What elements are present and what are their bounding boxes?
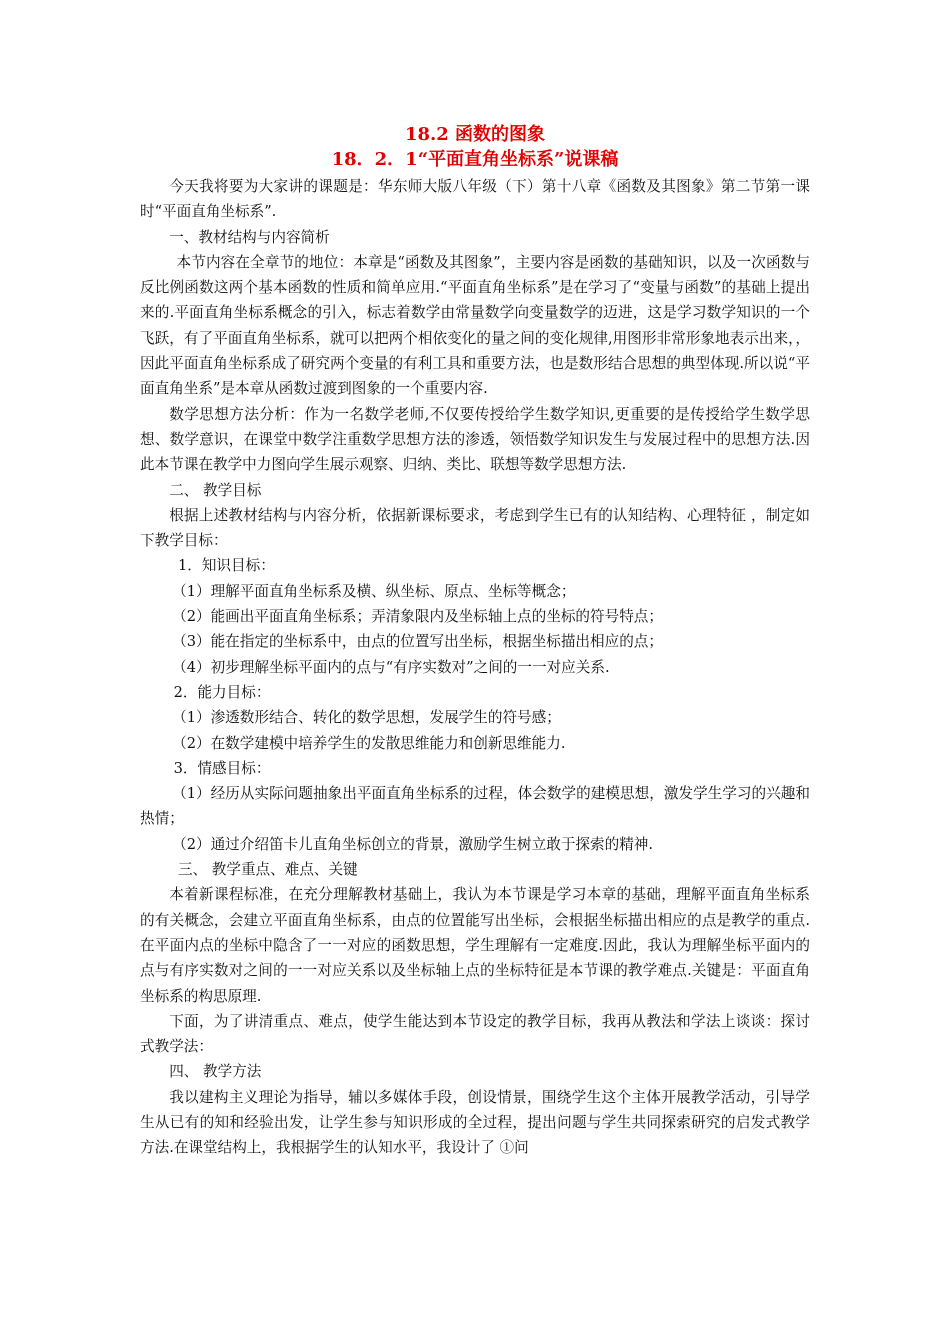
section-title: 18.2 函数的图象	[404, 124, 546, 145]
intro-paragraph: 今天我将要为大家讲的课题是：华东师大版八年级（下）第十八章《函数及其图象》第二节第一课时“平面直角坐标系”.	[140, 178, 810, 221]
emotion-goal-1: （1）经历从实际问题抽象出平面直角坐标系的过程，体会数学的建模思想，激发学生学习的兴趣和热情；	[140, 785, 810, 828]
heading-knowledge-goals: 1．知识目标：	[177, 557, 275, 575]
paragraph-method-transition: 下面，为了讲清重点、难点，使学生能达到本节设定的教学目标，我再从教法和学法上谈谈：探讨式教学法：	[140, 1012, 810, 1056]
paragraph-math-thinking: 数学思想方法分析：作为一名数学老师,不仅要传授给学生数学知识,更重要的是传授给学生数学思想、数学意识，在课堂中数学注重数学思想方法的渗透，领悟数学知识发生与发展过程中的思想方法.因此本节课在教学中力图向学生展示观察、归纳、类比、联想等数学思想方法.	[140, 405, 810, 474]
knowledge-goal-2: （2）能画出平面直角坐标系；弄清象限内及坐标轴上点的坐标的符号特点；	[172, 608, 663, 626]
paragraph-key-points: 本着新课程标准，在充分理解教材基础上，我认为本节课是学习本章的基础，理解平面直角坐标系的有关概念，会建立平面直角坐标系，由点的位置能写出坐标，会根据坐标描出相应的点是教学的重点.在平面内点的坐标中隐含了一一对应的函数思想，学生理解有一定难度.因此，我认为理解坐标平面内的点与有序实数对之间的一一对应关系以及坐标轴上点的坐标特征是本节课的教学难点.关键是：平面直角坐标系的构思原理.	[140, 886, 810, 1005]
document-body	[140, 174, 810, 1161]
emotion-goal-2: （2）通过介绍笛卡儿直角坐标创立的背景，激励学生树立敢于探索的精神.	[172, 835, 654, 853]
paragraph-chapter-position: 本节内容在全章节的地位：本章是“函数及其图象”，主要内容是函数的基础知识，以及一次函数与反比例函数这两个基本函数的性质和简单应用.“平面直角坐标系”是在学习了“变量与函数”的基础上提出来的.平面直角坐标系概念的引入，标志着数学由常量数学向变量数学的迈进，这是学习数学知识的一个飞跃，有了平面直角坐标系，就可以把两个相依变化的量之间的变化规律,用图形非常形象地表示出来，，因此平面直角坐标系成了研究两个变量的有利工具和重要方法，也是数形结合思想的典型体现.所以说“平面直角坐系”是本章从函数过渡到图象的一个重要内容.	[140, 253, 810, 398]
heading-ability-goals: 2．能力目标：	[173, 683, 271, 701]
knowledge-goal-3: （3）能在指定的坐标系中，由点的位置写出坐标，根据坐标描出相应的点；	[172, 633, 663, 651]
ability-goal-2: （2）在数学建模中培养学生的发散思维能力和创新思维能力.	[172, 734, 566, 752]
lesson-title: 18．2．1“平面直角坐标系”说课稿	[331, 149, 619, 170]
heading-key-points: 三、 教学重点、难点、关键	[177, 861, 358, 879]
heading-teaching-method: 四、 教学方法	[169, 1063, 262, 1081]
paragraph-goals-intro: 根据上述教材结构与内容分析，依据新课标要求，考虑到学生已有的认知结构、心理特征 ，制定如下教学目标：	[140, 506, 810, 550]
heading-emotion-goals: 3．情感目标：	[173, 759, 271, 777]
knowledge-goal-1: （1）理解平面直角坐标系及横、纵坐标、原点、坐标等概念；	[172, 582, 576, 600]
document-page	[140, 120, 810, 1161]
heading-textbook-analysis: 一、教材结构与内容简析	[169, 228, 330, 246]
knowledge-goal-4: （4）初步理解坐标平面内的点与“有序实数对”之间的一一对应关系.	[172, 658, 610, 676]
heading-teaching-goals: 二、 教学目标	[169, 481, 262, 499]
paragraph-teaching-method: 我以建构主义理论为指导，辅以多媒体手段，创设情景，围绕学生这个主体开展教学活动，引导学生从已有的知和经验出发，让学生参与知识形成的全过程，提出问题与学生共同探索研究的启发式教学方法.在课堂结构上，我根据学生的认知水平，我设计了 ①问	[140, 1088, 810, 1157]
ability-goal-1: （1）渗透数形结合、转化的数学思想，发展学生的符号感；	[172, 709, 561, 727]
